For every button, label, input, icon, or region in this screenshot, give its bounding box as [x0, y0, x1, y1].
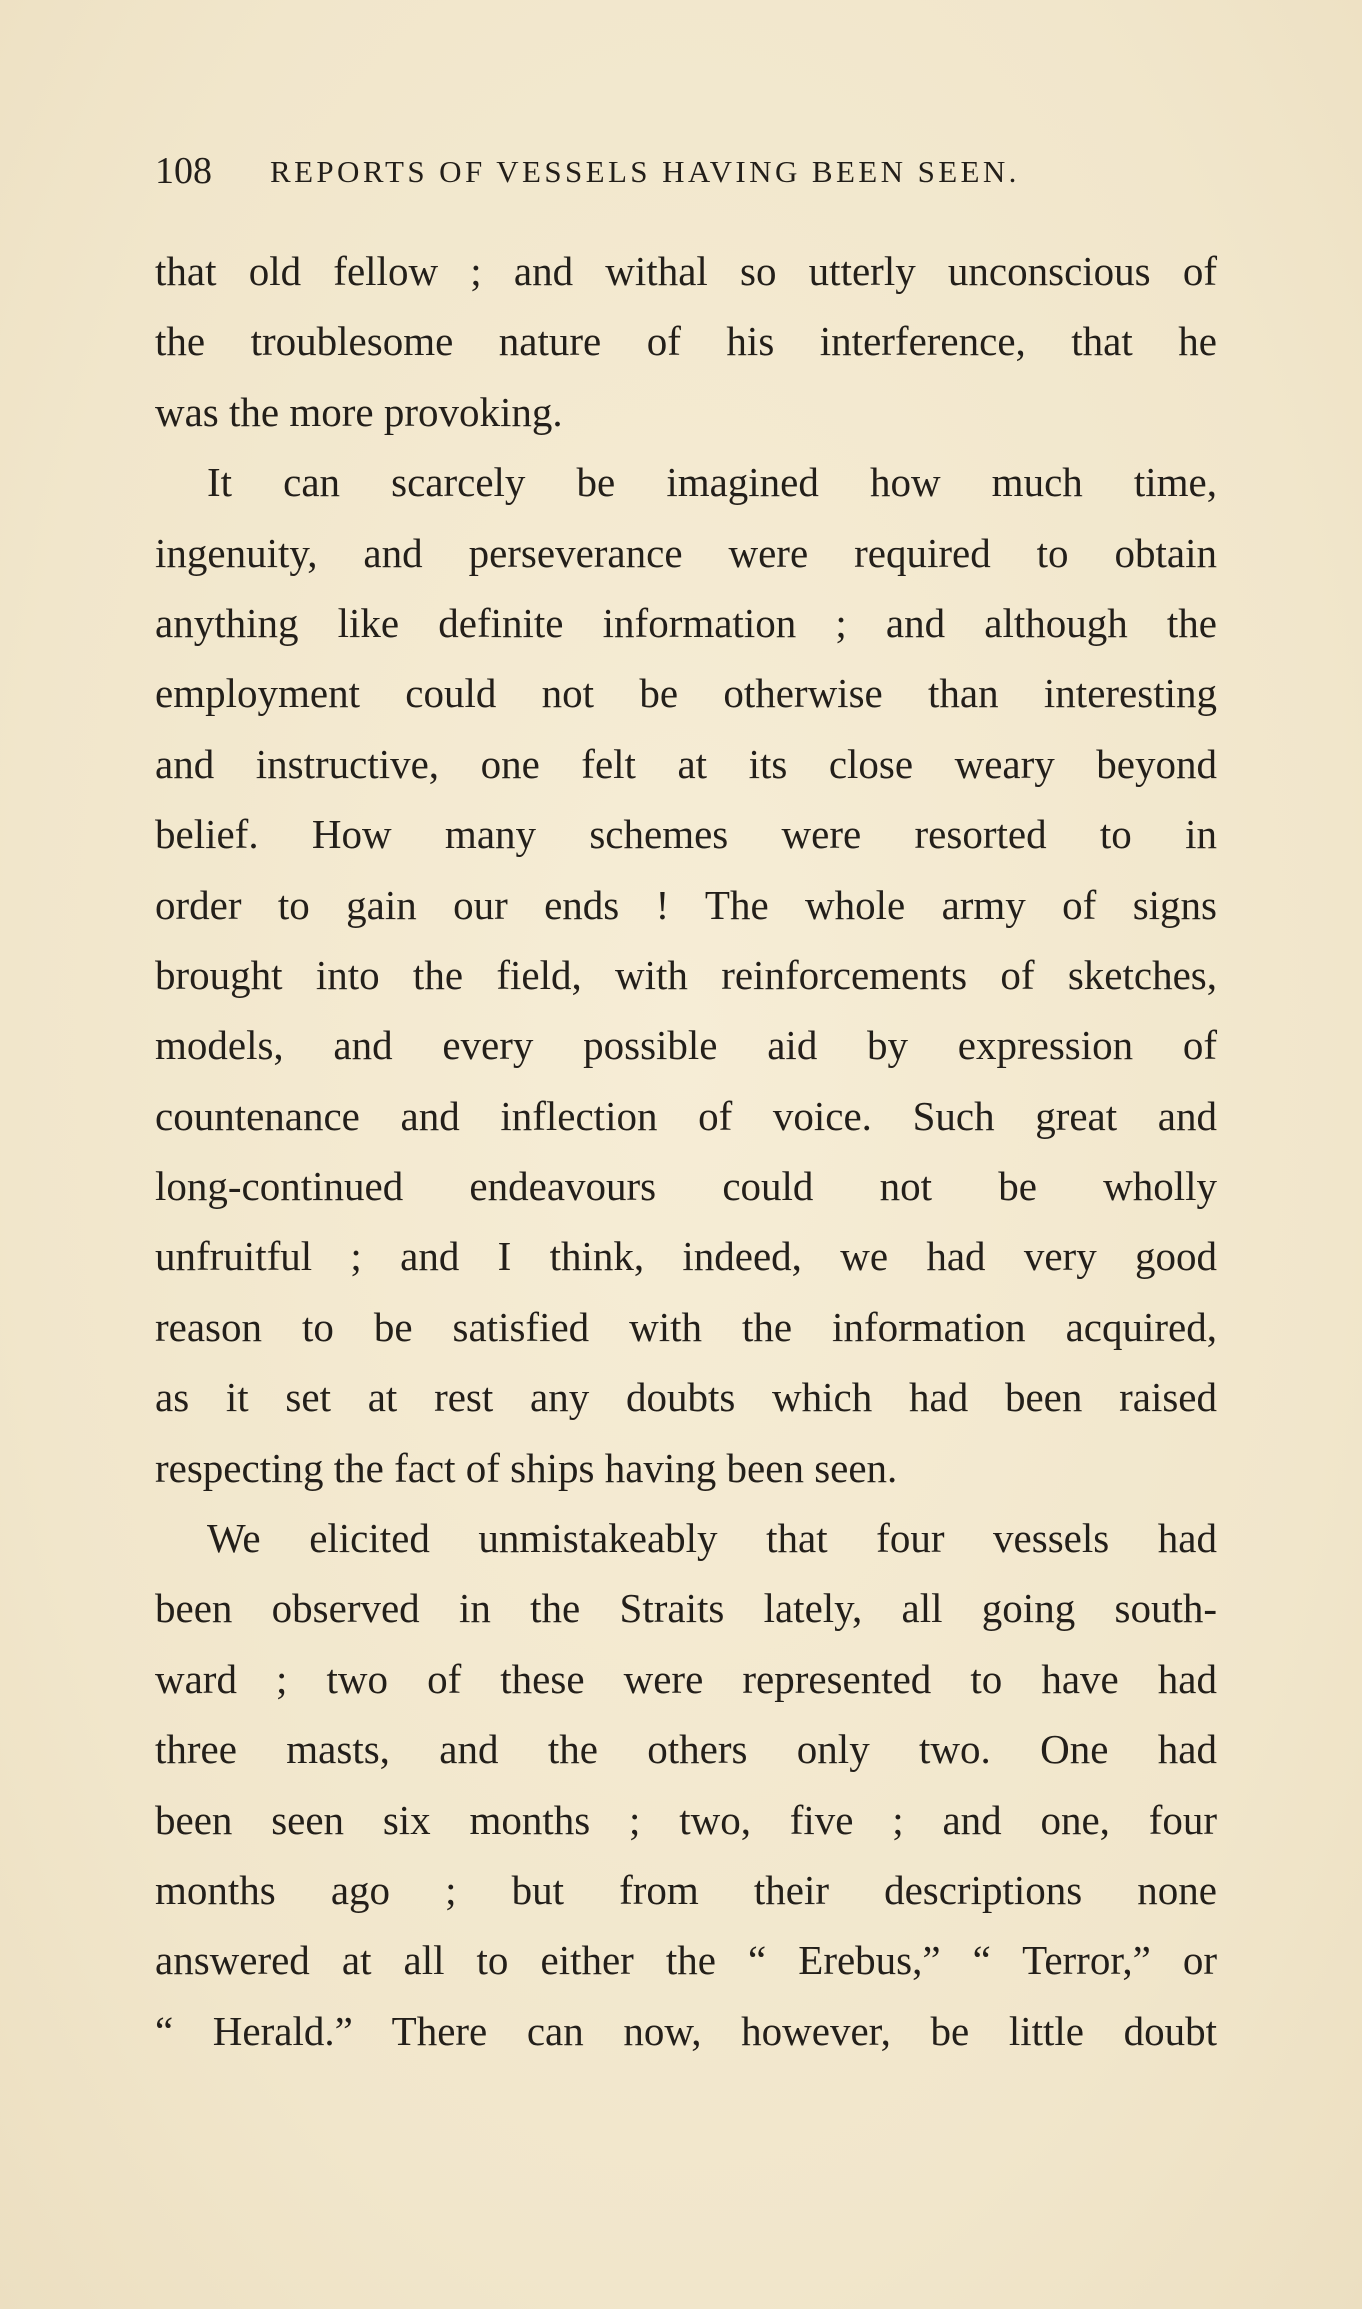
text-line: brought into the field, with reinforcements of sketches, [155, 951, 1217, 998]
page-number: 108 [155, 150, 212, 192]
text-line: employment could not be otherwise than interesting [155, 670, 1217, 717]
text-line: that old fellow ; and withal so utterly unconscious of [155, 248, 1217, 294]
text-line: reason to be satisfied with the information acquired, [155, 1303, 1217, 1350]
text-line: long-continued endeavours could not be wholly [155, 1163, 1217, 1210]
text-line: was the more provoking. [155, 388, 563, 435]
text-line: been observed in the Straits lately, all going south- [155, 1585, 1217, 1632]
text-line: three masts, and the others only two. One had [155, 1726, 1217, 1773]
text-line: “ Herald.” There can now, however, be little doubt [155, 2007, 1217, 2054]
text-line: models, and every possible aid by expression of [155, 1022, 1217, 1069]
text-line: anything like definite information ; and although the [155, 599, 1217, 646]
text-line: We elicited unmistakeably that four vessels had [207, 1515, 1217, 1562]
running-title: REPORTS OF VESSELS HAVING BEEN SEEN. [270, 154, 1020, 189]
text-line: answered at all to either the “ Erebus,” “ Terror,” or [155, 1937, 1217, 1984]
text-line: the troublesome nature of his interference, that he [155, 318, 1217, 365]
text-line: order to gain our ends ! The whole army of signs [155, 881, 1217, 928]
text-line: and instructive, one felt at its close weary beyond [155, 740, 1217, 787]
text-line: ward ; two of these were represented to have had [155, 1655, 1217, 1702]
text-line: months ago ; but from their descriptions none [155, 1866, 1217, 1913]
running-head [155, 146, 1230, 196]
text-line: respecting the fact of ships having been seen. [155, 1444, 898, 1491]
text-line: ingenuity, and perseverance were required to obtain [155, 529, 1217, 576]
body-text [155, 236, 1217, 2066]
text-line: belief. How many schemes were resorted to in [155, 811, 1217, 858]
text-line: countenance and inflection of voice. Such great and [155, 1092, 1217, 1139]
text-line: unfruitful ; and I think, indeed, we had very good [155, 1233, 1217, 1280]
text-line: been seen six months ; two, five ; and one, four [155, 1796, 1217, 1843]
text-line: It can scarcely be imagined how much time, [207, 459, 1217, 506]
text-line: as it set at rest any doubts which had been raised [155, 1374, 1217, 1421]
